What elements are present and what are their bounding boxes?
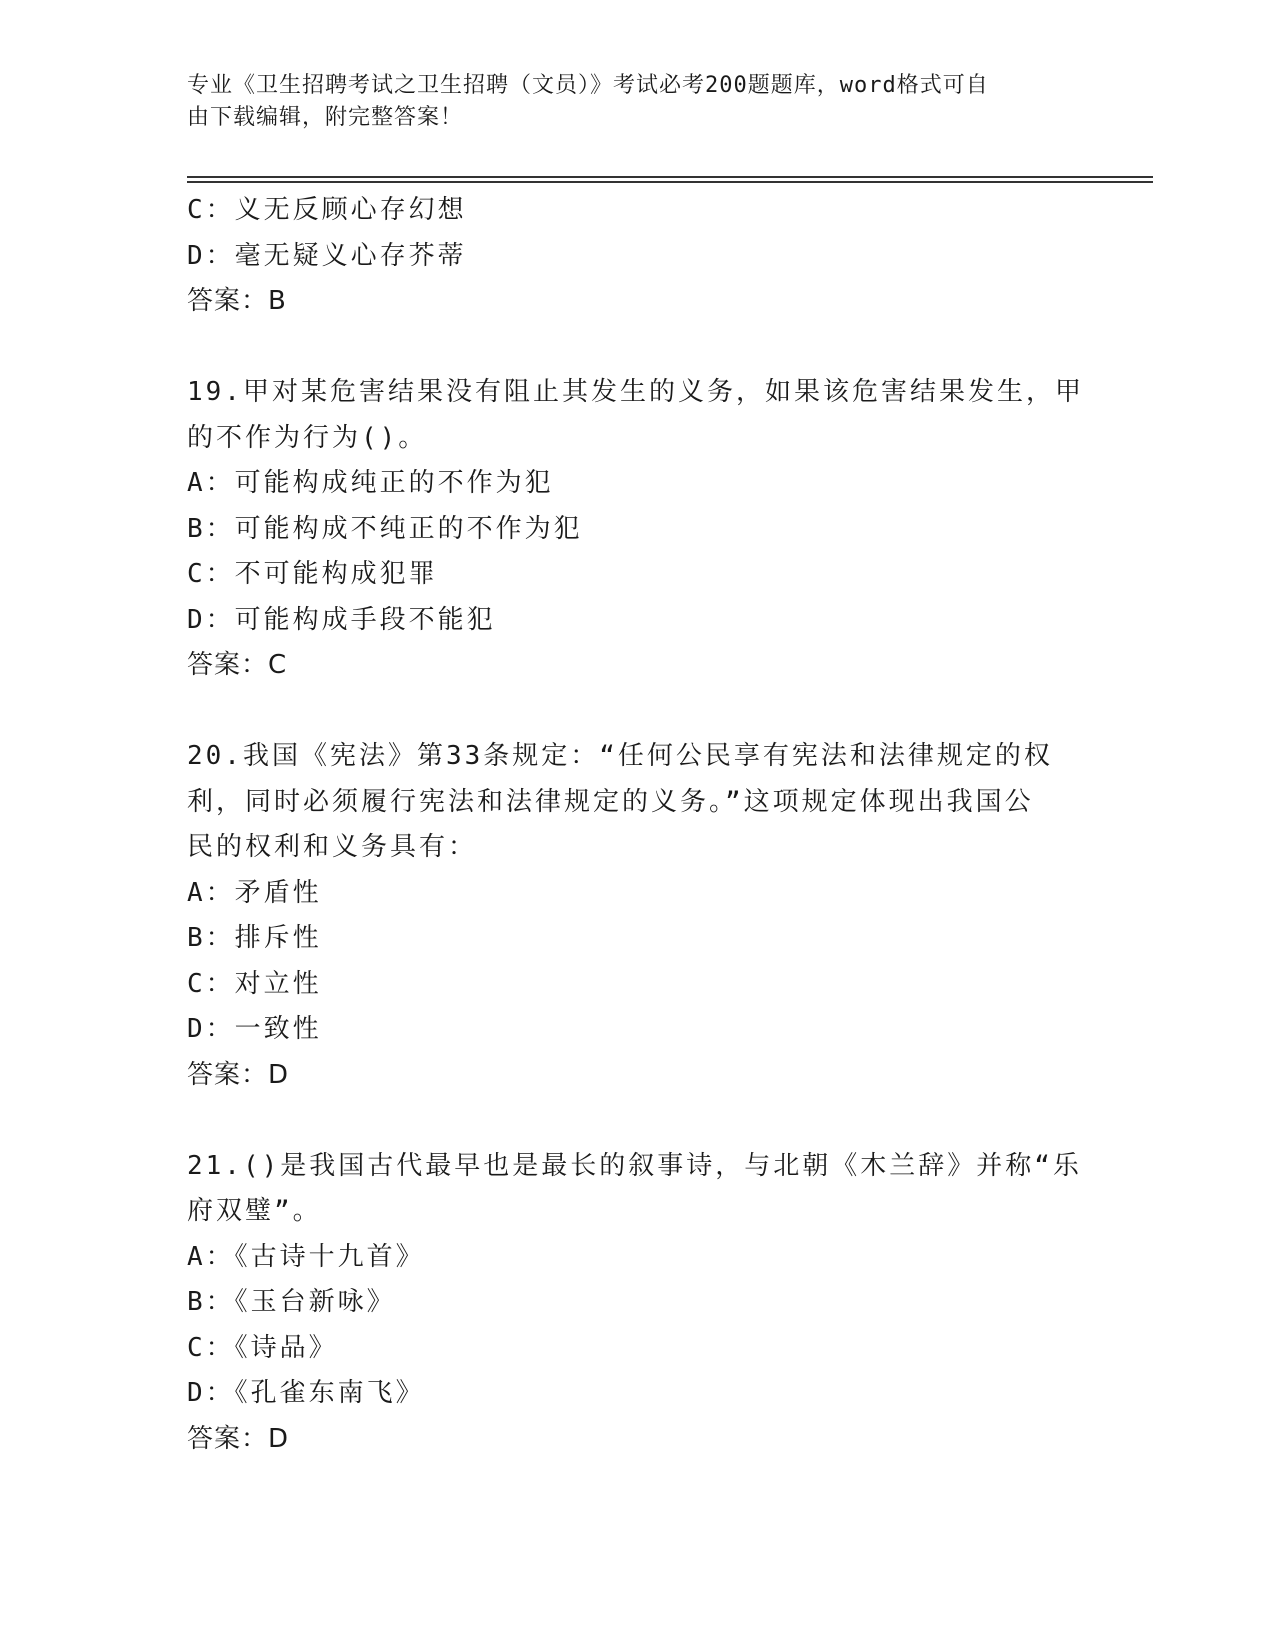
question-stem-line: 21.()是我国古代最早也是最长的叙事诗，与北朝《木兰辞》并称“乐 [187,1150,1082,1181]
question-19 [187,370,1087,689]
header-rule-bottom [187,181,1153,183]
header-line-1: 专业《卫生招聘考试之卫生招聘（文员）》考试必考200题题库，word格式可自 [187,73,989,98]
question-stem-line: 民的权利和义务具有： [187,832,478,862]
question-stem-line: 19.甲对某危害结果没有阻止其发生的义务，如果该危害结果发生，甲 [187,377,1084,407]
question-20 [187,734,1087,1098]
option-b: B：可能构成不纯正的不作为犯 [187,513,583,544]
header-rule-top [187,176,1153,178]
document-header [187,70,1067,134]
spacer [187,689,1087,735]
option-b: B：排斥性 [187,923,322,953]
answer: 答案：D [187,1423,290,1454]
question-stem-line: 利，同时必须履行宪法和法律规定的义务。”这项规定体现出我国公 [187,786,1034,817]
question-stem-line: 20.我国《宪法》第33条规定：“任何公民享有宪法和法律规定的权 [187,741,1053,771]
option-d: D：《孔雀东南飞》 [187,1378,425,1408]
option-a: A：矛盾性 [187,877,322,908]
option-c: C：不可能构成犯罪 [187,559,438,589]
question-stem-line: 府双璧”。 [187,1196,322,1226]
answer: 答案：D [187,1059,290,1090]
header-line-2: 由下载编辑，附完整答案！ [187,105,464,130]
answer: 答案：B [187,286,287,316]
previous-question [187,188,1087,325]
option-c: C：《诗品》 [187,1332,338,1363]
option-d: D：一致性 [187,1014,322,1044]
question-stem-line: 的不作为行为()。 [187,422,428,453]
option-d: D：毫无疑义心存芥蒂 [187,240,467,271]
option-a: A：《古诗十九首》 [187,1241,425,1272]
option-c: C：对立性 [187,968,322,999]
spacer [187,325,1087,371]
option-c: C：义无反顾心存幻想 [187,195,467,225]
spacer [187,1098,1087,1144]
option-d: D：可能构成手段不能犯 [187,604,496,635]
answer: 答案：C [187,650,288,680]
option-a: A：可能构成纯正的不作为犯 [187,468,554,498]
question-content [187,188,1087,1462]
option-b: B：《玉台新咏》 [187,1287,396,1317]
question-21 [187,1144,1087,1463]
